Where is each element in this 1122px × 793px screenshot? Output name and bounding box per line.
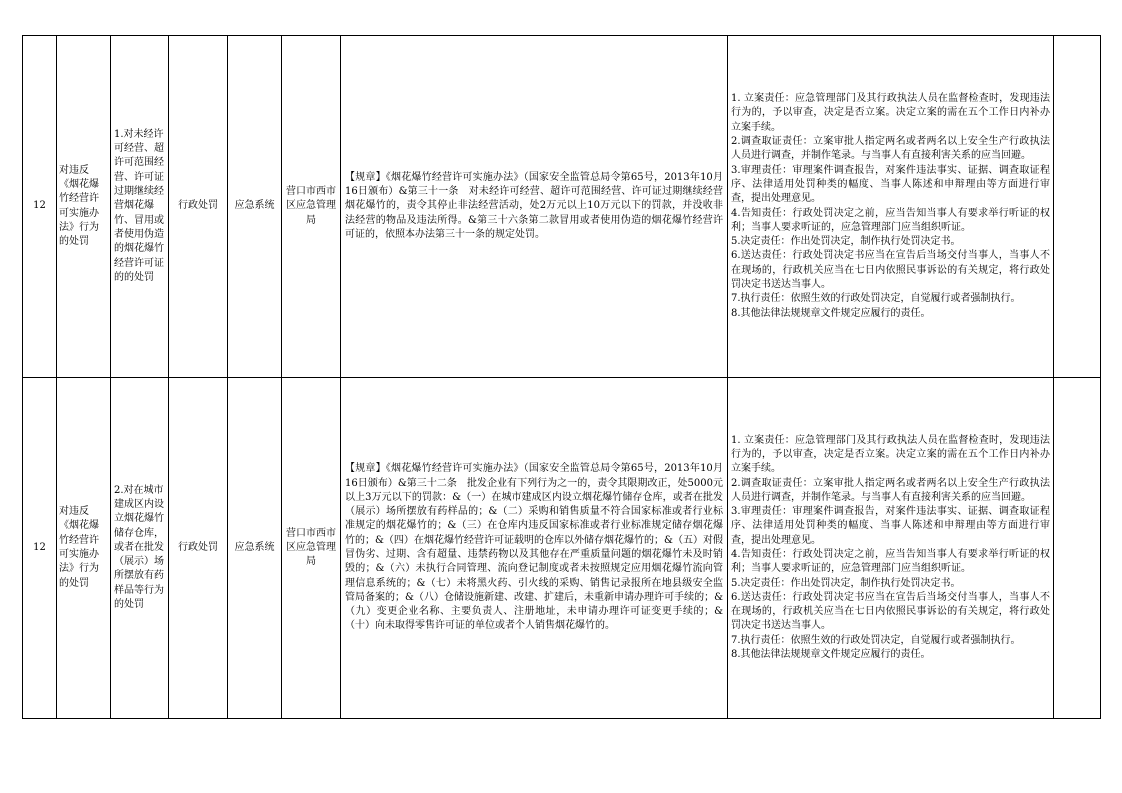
duty-item: 6.送达责任：行政处罚决定书应当在宣告后当场交付当事人，当事人不在现场的，行政机关应当在七日内依照民事诉讼的有关规定，将行政处罚决定书送达当事人。 <box>731 591 1050 632</box>
remarks-cell <box>1054 36 1101 378</box>
duty-item: 6.送达责任：行政处罚决定书应当在宣告后当场交付当事人，当事人不在现场的，行政机关应当在七日内依照民事诉讼的有关规定，将行政处罚决定书送达当事人。 <box>731 250 1050 290</box>
department-name: 营口市西市区应急管理局 <box>282 378 341 719</box>
power-type: 行政处罚 <box>169 378 228 719</box>
sub-item-name: 1.对未经许可经营、超许可范围经营、许可证过期继续经营烟花爆竹、冒用或者使用伪造的烟花爆竹经营许可证的的处罚 <box>111 36 169 378</box>
duty-item: 1. 立案责任：应急管理部门及其行政执法人员在监督检查时，发现违法行为的，予以审查，决定是否立案。决定立案的需在五个工作日内补办立案手续。 <box>731 434 1050 475</box>
duty-item: 8.其他法律法规规章文件规定应履行的责任。 <box>731 649 931 661</box>
system-name: 应急系统 <box>228 378 282 719</box>
duty-item: 3.审理责任：审理案件调查报告，对案件违法事实、证据、调查取证程序、法律适用处罚种类的幅度、当事人陈述和申辩理由等方面进行审查，提出处理意见。 <box>731 506 1050 546</box>
power-type: 行政处罚 <box>169 36 228 378</box>
legal-basis: 【规章】《烟花爆竹经营许可实施办法》（国家安全监管总局令第65号，2013年10月16日颁布）&第三十一条 对未经许可经营、超许可范围经营、许可证过期继续经营烟花爆竹的，责令其停止非法经营活动，处2万元以上10万元以下的罚款，并没收非法经营的物品及违法所得。&第三十六条第二款冒用或者使用伪造的烟花爆竹经营许可证的，依照本办法第三十一条的规定处罚。 <box>341 36 728 378</box>
duty-item: 5.决定责任：作出处罚决定，制作执行处罚决定书。 <box>731 577 961 589</box>
remarks-cell <box>1054 378 1101 719</box>
power-list-table <box>22 35 1101 719</box>
item-name: 对违反《烟花爆竹经营许可实施办法》行为的处罚 <box>57 36 111 378</box>
duty-item: 2.调查取证责任：立案审批人指定两名或者两名以上安全生产行政执法人员进行调查，并制作笔录。与当事人有直接利害关系的应当回避。 <box>731 136 1050 162</box>
row-number: 12 <box>23 36 57 378</box>
duty-item: 7.执行责任：依照生效的行政处罚决定，自觉履行或者强制执行。 <box>731 293 1021 305</box>
duty-item: 7.执行责任：依照生效的行政处罚决定，自觉履行或者强制执行。 <box>731 634 1021 646</box>
department-name: 营口市西市区应急管理局 <box>282 36 341 378</box>
system-name: 应急系统 <box>228 36 282 378</box>
duty-item: 4.告知责任：行政处罚决定之前，应当告知当事人有要求举行听证的权利；当事人要求听证的，应急管理部门应当组织听证。 <box>731 207 1050 233</box>
legal-basis: 【规章】《烟花爆竹经营许可实施办法》（国家安全监管总局令第65号，2013年10月16日颁布）&第三十二条 批发企业有下列行为之一的，责令其限期改正，处5000元以上3万元以下的罚款：&（一）在城市建成区内设立烟花爆竹储存仓库，或者在批发（展示）场所摆放有药样品的；&（二）采购和销售质量不符合国家标准或者行业标准规定的烟花爆竹的；&（三）在仓库内违反国家标准或者行业标准规定储存烟花爆竹的；&（四）在烟花爆竹经营许可证载明的仓库以外储存烟花爆竹的；&（五）对假冒伪劣、过期、含有超量、违禁药物以及其他存在严重质量问题的烟花爆竹未及时销毁的；&（六）未执行合同管理、流向登记制度或者未按照规定应用烟花爆竹流向管理信息系统的；&（七）未将黑火药、引火线的采购、销售记录报所在地县级安全监管局备案的；&（八）仓储设施新建、改建、扩建后，未重新申请办理许可手续的；&（九）变更企业名称、主要负责人、注册地址，未申请办理许可证变更手续的；&（十）向未取得零售许可证的单位或者个人销售烟花爆竹的。 <box>341 378 728 719</box>
duty-item: 2.调查取证责任：立案审批人指定两名或者两名以上安全生产行政执法人员进行调查，并制作笔录。与当事人有直接利害关系的应当回避。 <box>731 477 1050 503</box>
duty-item: 8.其他法律法规规章文件规定应履行的责任。 <box>731 307 931 319</box>
table-row <box>23 36 1101 378</box>
row-number: 12 <box>23 378 57 719</box>
duty-item: 1. 立案责任：应急管理部门及其行政执法人员在监督检查时，发现违法行为的，予以审查，决定是否立案。决定立案的需在五个工作日内补办立案手续。 <box>731 93 1050 133</box>
duty-list <box>728 36 1054 378</box>
duty-item: 4.告知责任：行政处罚决定之前，应当告知当事人有要求举行听证的权利；当事人要求听证的，应急管理部门应当组织听证。 <box>731 549 1050 575</box>
duty-item: 5.决定责任：作出处罚决定，制作执行处罚决定书。 <box>731 236 961 248</box>
duty-item: 3.审理责任：审理案件调查报告，对案件违法事实、证据、调查取证程序、法律适用处罚种类的幅度、当事人陈述和申辩理由等方面进行审查，提出处理意见。 <box>731 164 1050 205</box>
table-row <box>23 378 1101 719</box>
sub-item-name: 2.对在城市建成区内设立烟花爆竹储存仓库，或者在批发（展示）场所摆放有药样品等行为的处罚 <box>111 378 169 719</box>
item-name: 对违反《烟花爆竹经营许可实施办法》行为的处罚 <box>57 378 111 719</box>
duty-list <box>728 378 1054 719</box>
